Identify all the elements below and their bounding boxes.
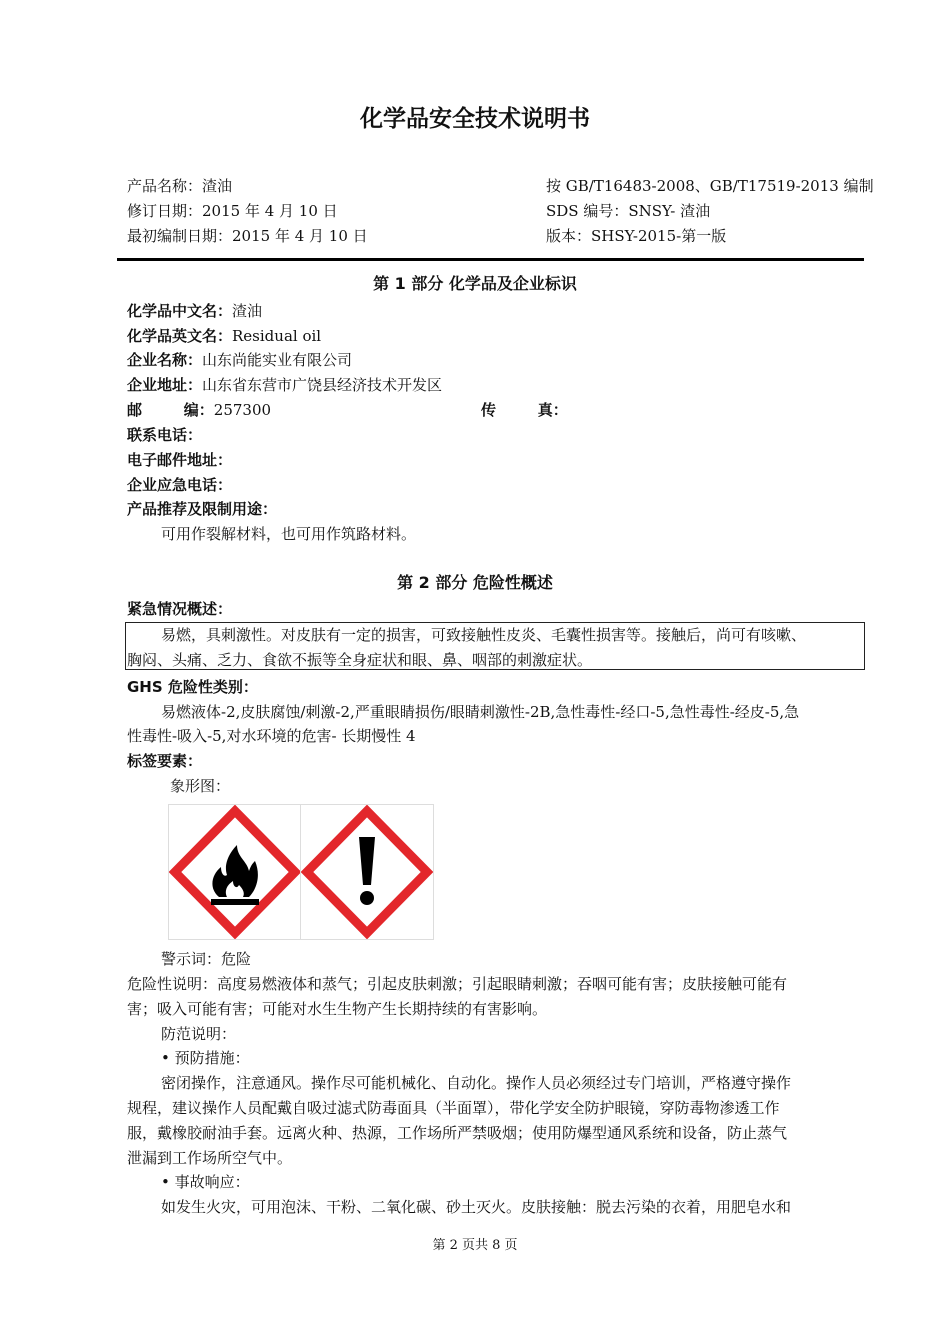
- ghs-line1: 易燃液体-2,皮肤腐蚀/刺激-2,严重眼睛损伤/眼睛刺激性-2B,急性毒性-经口-5,急性毒性-经皮-5,急: [161, 703, 800, 721]
- exclamation-pictogram: [300, 804, 434, 940]
- header-product-name: 产品名称：渣油: [127, 177, 233, 195]
- prevention-line3: 服，戴橡胶耐油手套。远离火种、热源，工作场所严禁吸烟；使用防爆型通风系统和设备，防止蒸气: [127, 1124, 788, 1142]
- document-title: 化学品安全技术说明书: [360, 106, 590, 132]
- part1-row: 企业地址：山东省东营市广饶县经济技术开发区: [127, 376, 443, 394]
- ghs-line2: 性毒性-吸入-5,对水环境的危害- 长期慢性 4: [127, 727, 416, 745]
- header-revision-date: 修订日期：2015 年 4 月 10 日: [127, 202, 338, 220]
- header-standard: 按 GB/T16483-2008、GB/T17519-2013 编制: [546, 177, 874, 195]
- label-elements-heading: 标签要素：: [127, 752, 203, 770]
- prevention-label: • 预防措施：: [161, 1049, 250, 1067]
- part1-row: 邮 编：257300: [127, 401, 272, 419]
- hazard-statement-line1: 危险性说明：高度易燃液体和蒸气；引起皮肤刺激；引起眼睛刺激；吞咽可能有害；皮肤接触可能有: [127, 975, 788, 993]
- prevention-line2: 规程，建议操作人员配戴自吸过滤式防毒面具（半面罩），带化学安全防护眼镜，穿防毒物渗透工作: [127, 1099, 780, 1117]
- response-line1: 如发生火灾，可用泡沫、干粉、二氧化碳、砂土灭火。皮肤接触：脱去污染的衣着，用肥皂水和: [161, 1198, 792, 1216]
- emergency-phone-label: 企业应急电话：: [127, 476, 233, 494]
- pictogram-label: 象形图：: [170, 777, 231, 795]
- part1-heading: 第 1 部分 化学品及企业标识: [373, 274, 577, 293]
- header-sds-number: SDS 编号：SNSY- 渣油: [546, 202, 711, 220]
- email-label: 电子邮件地址：: [127, 451, 233, 469]
- header-first-date: 最初编制日期：2015 年 4 月 10 日: [127, 227, 368, 245]
- part1-row: 企业名称：山东尚能实业有限公司: [127, 351, 353, 369]
- flame-icon: [169, 805, 301, 939]
- prevention-line1: 密闭操作，注意通风。操作尽可能机械化、自动化。操作人员必须经过专门培训，严格遵守操作: [161, 1074, 792, 1092]
- hazard-statement-line2: 害；吸入可能有害；可能对水生生物产生长期持续的有害影响。: [127, 1000, 548, 1018]
- emergency-overview-label: 紧急情况概述：: [127, 600, 233, 618]
- response-label: • 事故响应：: [161, 1173, 250, 1191]
- page-footer: 第 2 页共 8 页: [432, 1238, 518, 1253]
- part1-row: 化学品中文名：渣油: [127, 302, 263, 320]
- precaution-label: 防范说明：: [161, 1025, 237, 1043]
- usage-text: 可用作裂解材料，也可用作筑路材料。: [161, 525, 417, 543]
- header-divider: [117, 258, 864, 261]
- ghs-label: GHS 危险性类别：: [127, 678, 258, 696]
- emergency-overview-line1: 易燃，具刺激性。对皮肤有一定的损害，可致接触性皮炎、毛囊性损害等。接触后，尚可有咳嗽、: [161, 626, 807, 644]
- phone-label: 联系电话：: [127, 426, 203, 444]
- part2-heading: 第 2 部分 危险性概述: [397, 573, 553, 592]
- flame-pictogram: [168, 804, 302, 940]
- fax-label: 传 真：: [481, 401, 568, 419]
- prevention-line4: 泄漏到工作场所空气中。: [127, 1149, 293, 1167]
- header-version: 版本：SHSY-2015-第一版: [546, 227, 727, 245]
- part1-row: 化学品英文名：Residual oil: [127, 327, 322, 345]
- emergency-overview-line2: 胸闷、头痛、乏力、食欲不振等全身症状和眼、鼻、咽部的刺激症状。: [127, 651, 593, 669]
- usage-label: 产品推荐及限制用途：: [127, 500, 278, 518]
- exclamation-icon: [301, 805, 433, 939]
- signal-word: 警示词：危险: [161, 950, 252, 968]
